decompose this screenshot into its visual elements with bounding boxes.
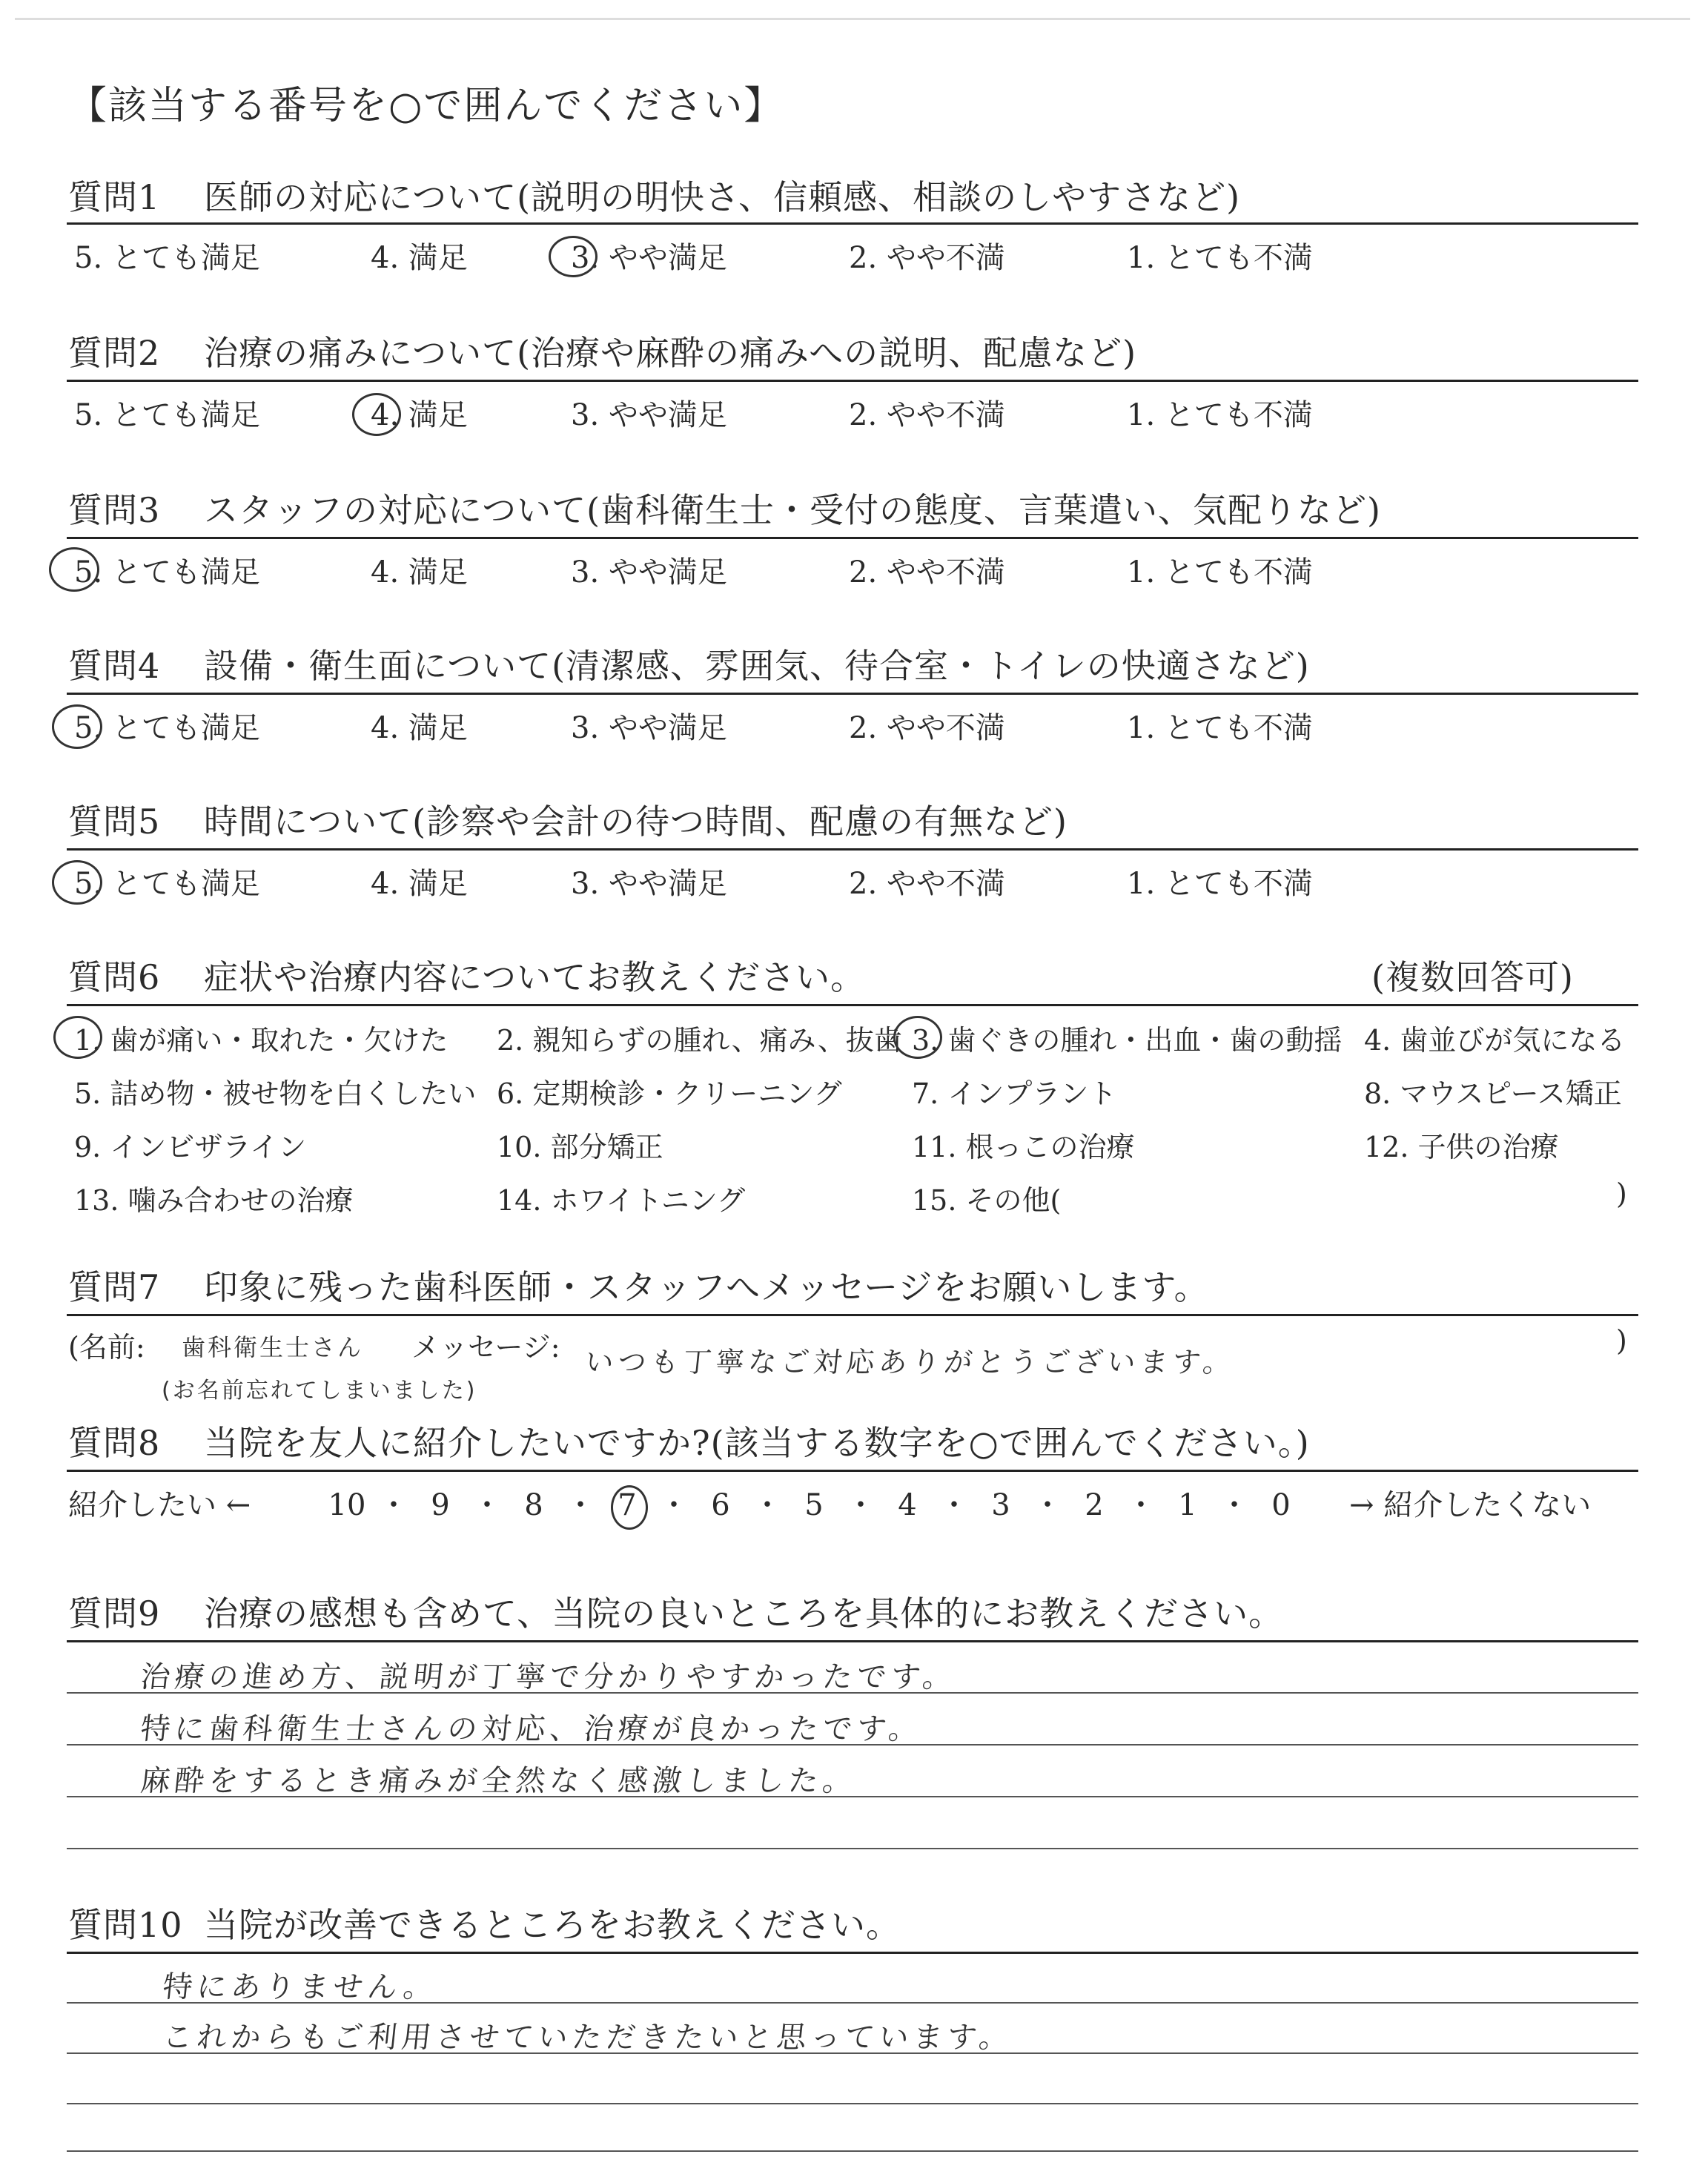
q8-rule: [67, 1470, 1638, 1472]
q3-option-1[interactable]: 1. とても不満: [1127, 555, 1313, 589]
q10-writing-line-1: [67, 2002, 1638, 2004]
q6-item-8[interactable]: 8. マウスピース矯正: [1364, 1077, 1622, 1110]
q7-label: 質問7: [68, 1267, 161, 1307]
q9-writing-line-4: [67, 1848, 1638, 1849]
q3-option-4[interactable]: 4. 満足: [371, 555, 468, 589]
q3-option-2[interactable]: 2. やや不満: [849, 555, 1005, 589]
q2-option-4[interactable]: 4. 満足: [371, 398, 468, 432]
q8-scale-value-3[interactable]: 3: [991, 1488, 1010, 1522]
q4-option-2[interactable]: 2. やや不満: [849, 711, 1005, 745]
q8-scale-value-6[interactable]: 6: [711, 1488, 730, 1522]
q8-scale-value-4[interactable]: 4: [898, 1488, 917, 1522]
q9-text: 治療の感想も含めて、当院の良いところを具体的にお教えください。: [204, 1593, 1284, 1634]
q8-right-label: → 紹介したくない: [1349, 1488, 1592, 1522]
q2-selection-circle: [352, 393, 401, 436]
q3-rule: [67, 537, 1638, 539]
q8-scale-separator: ・: [1126, 1488, 1156, 1522]
q8-scale-value-0[interactable]: 0: [1271, 1488, 1291, 1522]
q8-scale-separator: ・: [566, 1488, 595, 1522]
q4-option-5[interactable]: 5. とても満足: [74, 711, 260, 745]
q2-option-5[interactable]: 5. とても満足: [74, 398, 260, 432]
q2-option-2[interactable]: 2. やや不満: [849, 398, 1005, 432]
q8-scale-separator: ・: [659, 1488, 689, 1522]
q3-text: スタッフの対応について(歯科衛生士・受付の態度、言葉遣い、気配りなど): [204, 490, 1381, 530]
q8-scale-separator: ・: [472, 1488, 502, 1522]
q6-item-3[interactable]: 3. 歯ぐきの腫れ・出血・歯の動揺: [912, 1024, 1343, 1057]
q8-scale-separator: ・: [939, 1488, 969, 1522]
q4-rule: [67, 693, 1638, 695]
q8-scale-separator: ・: [1033, 1488, 1062, 1522]
q7-name-label: (名前:: [68, 1331, 145, 1364]
q3-label: 質問3: [68, 490, 161, 530]
q6-item-5[interactable]: 5. 詰め物・被せ物を白くしたい: [74, 1077, 477, 1110]
q1-rule: [67, 222, 1638, 225]
q6-item-1[interactable]: 1. 歯が痛い・取れた・欠けた: [74, 1024, 448, 1057]
q10-answer-line-1[interactable]: 特にありません。: [161, 1970, 440, 2004]
q6-text: 症状や治療内容についてお教えください。: [204, 957, 866, 997]
q5-rule: [67, 848, 1638, 851]
q6-other-close: ): [1616, 1178, 1627, 1210]
q2-option-3[interactable]: 3. やや満足: [571, 398, 727, 432]
q10-label: 質問10: [68, 1905, 183, 1945]
q8-scale-value-2[interactable]: 2: [1085, 1488, 1104, 1522]
q3-option-3[interactable]: 3. やや満足: [571, 555, 727, 589]
q6-item-15[interactable]: 15. その他(: [912, 1184, 1062, 1217]
q8-scale-value-5[interactable]: 5: [804, 1488, 824, 1522]
q9-answer-line-2[interactable]: 特に歯科衛生士さんの対応、治療が良かったです。: [139, 1712, 924, 1746]
q6-item-11[interactable]: 11. 根っこの治療: [912, 1131, 1135, 1163]
q6-item-6[interactable]: 6. 定期検診・クリーニング: [497, 1077, 842, 1110]
q6-item-4[interactable]: 4. 歯並びが気になる: [1364, 1024, 1626, 1057]
q6-item-2[interactable]: 2. 親知らずの腫れ、痛み、抜歯: [497, 1024, 902, 1057]
q10-writing-line-2: [67, 2052, 1638, 2054]
q4-option-4[interactable]: 4. 満足: [371, 711, 468, 745]
q6-selection-circle-1: [53, 1016, 102, 1059]
q9-rule: [67, 1640, 1638, 1642]
q2-text: 治療の痛みについて(治療や麻酔の痛みへの説明、配慮など): [204, 333, 1137, 373]
q4-text: 設備・衛生面について(清潔感、雰囲気、待合室・トイレの快適さなど): [204, 646, 1310, 686]
q8-scale-value-9[interactable]: 9: [431, 1488, 450, 1522]
q9-answer-line-3[interactable]: 麻酔をするとき痛みが全然なく感激しました。: [139, 1764, 859, 1798]
q5-label: 質問5: [68, 802, 161, 842]
q5-option-2[interactable]: 2. やや不満: [849, 867, 1005, 901]
q8-scale: [326, 1482, 1302, 1524]
q2-label: 質問2: [68, 333, 161, 373]
q1-option-1[interactable]: 1. とても不満: [1127, 241, 1313, 275]
q5-option-3[interactable]: 3. やや満足: [571, 867, 727, 901]
q9-writing-line-2: [67, 1744, 1638, 1745]
q2-option-1[interactable]: 1. とても不満: [1127, 398, 1313, 432]
q1-option-4[interactable]: 4. 満足: [371, 241, 468, 275]
q4-option-1[interactable]: 1. とても不満: [1127, 711, 1313, 745]
q5-selection-circle: [52, 860, 102, 905]
q6-item-10[interactable]: 10. 部分矯正: [497, 1131, 663, 1163]
q10-answer-line-2[interactable]: これからもご利用させていただきたいと思っています。: [161, 2021, 1015, 2055]
q1-option-3[interactable]: 3. やや満足: [571, 241, 727, 275]
q8-scale-separator: ・: [752, 1488, 782, 1522]
page-title: 【該当する番号を○で囲んでください】: [68, 84, 784, 128]
q10-writing-line-3: [67, 2103, 1638, 2104]
q6-rule: [67, 1004, 1638, 1006]
q6-item-13[interactable]: 13. 噛み合わせの治療: [74, 1184, 354, 1217]
q6-note: (複数回答可): [1371, 957, 1574, 997]
q8-scale-value-1[interactable]: 1: [1178, 1488, 1197, 1522]
q6-item-9[interactable]: 9. インビザライン: [74, 1131, 307, 1163]
q4-label: 質問4: [68, 646, 161, 686]
q6-selection-circle-3: [893, 1016, 942, 1059]
q9-answer-line-1[interactable]: 治療の進め方、説明が丁寧で分かりやすかったです。: [139, 1660, 959, 1694]
q8-left-label: 紹介したい ←: [68, 1488, 251, 1522]
q10-writing-line-4: [67, 2150, 1638, 2152]
q5-option-1[interactable]: 1. とても不満: [1127, 867, 1313, 901]
q4-option-3[interactable]: 3. やや満足: [571, 711, 727, 745]
q9-label: 質問9: [68, 1593, 161, 1634]
q6-item-14[interactable]: 14. ホワイトニング: [497, 1184, 746, 1217]
q2-rule: [67, 380, 1638, 382]
q3-option-5[interactable]: 5. とても満足: [74, 555, 260, 589]
q7-name-note: (お名前忘れてしまいました): [162, 1378, 477, 1404]
q6-item-7[interactable]: 7. インプラント: [912, 1077, 1117, 1110]
q8-scale-separator: ・: [1219, 1488, 1249, 1522]
q7-message-label: メッセージ:: [411, 1331, 560, 1364]
q7-text: 印象に残った歯科医師・スタッフへメッセージをお願いします。: [204, 1267, 1209, 1307]
q8-label: 質問8: [68, 1423, 161, 1463]
q5-text: 時間について(診察や会計の待つ時間、配慮の有無など): [204, 802, 1068, 842]
q8-scale-value-10[interactable]: 10: [328, 1488, 366, 1522]
q1-label: 質問1: [68, 177, 161, 217]
q8-scale-separator: ・: [846, 1488, 875, 1522]
q8-text: 当院を友人に紹介したいですか?(該当する数字を○で囲んでください。): [204, 1423, 1310, 1463]
q1-option-2[interactable]: 2. やや不満: [849, 241, 1005, 275]
q8-scale-value-8[interactable]: 8: [524, 1488, 543, 1522]
q10-text: 当院が改善できるところをお教えください。: [204, 1905, 901, 1945]
q7-message-value[interactable]: いつも丁寧なご対応ありがとうございます。: [583, 1346, 1237, 1378]
q6-item-12[interactable]: 12. 子供の治療: [1364, 1131, 1559, 1163]
q8-scale-separator: ・: [379, 1488, 408, 1522]
q4-selection-circle: [52, 704, 102, 749]
q8-selection-circle: [611, 1485, 648, 1530]
q9-writing-line-3: [67, 1796, 1638, 1797]
q5-option-4[interactable]: 4. 満足: [371, 867, 468, 901]
q6-label: 質問6: [68, 957, 161, 997]
q1-option-5[interactable]: 5. とても満足: [74, 241, 260, 275]
q1-selection-circle: [549, 236, 598, 277]
q9-writing-line-1: [67, 1692, 1638, 1694]
q7-rule: [67, 1314, 1638, 1316]
q7-close-paren: ): [1616, 1324, 1627, 1357]
q10-rule: [67, 1952, 1638, 1954]
q5-option-5[interactable]: 5. とても満足: [74, 867, 260, 901]
q1-text: 医師の対応について(説明の明快さ、信頼感、相談のしやすさなど): [204, 177, 1241, 217]
q8-scale-value-7[interactable]: 7: [606, 1488, 648, 1522]
q7-name-value[interactable]: 歯科衛生士さん: [182, 1333, 364, 1361]
top-edge-line: [15, 18, 1690, 20]
q3-selection-circle: [49, 547, 99, 592]
